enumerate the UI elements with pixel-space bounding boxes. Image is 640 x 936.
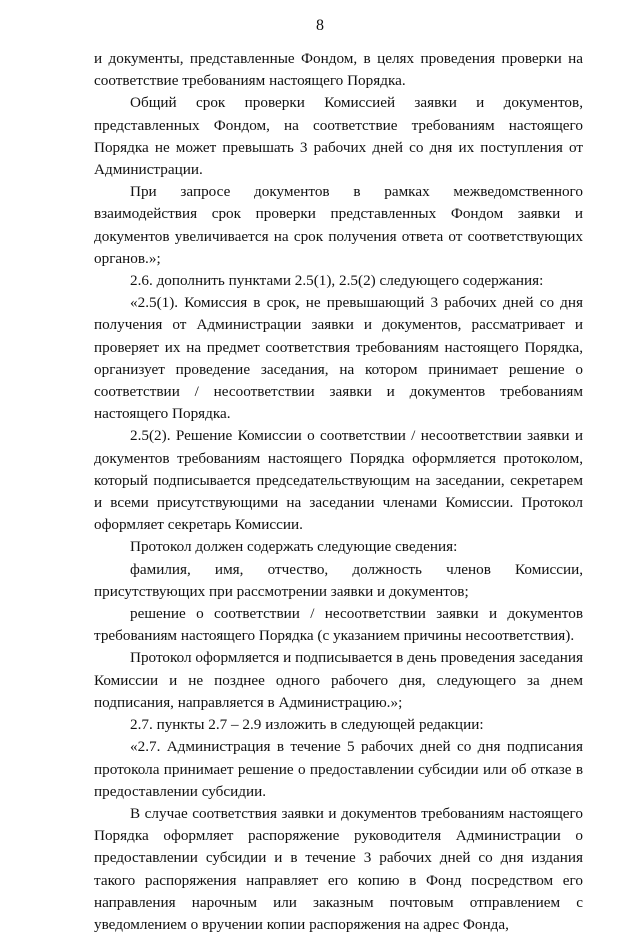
page-number: 8 xyxy=(316,17,324,34)
paragraph: и документы, представленные Фондом, в целях проведения проверки на соответствие требованиям настоящего Порядка. xyxy=(94,50,583,90)
paragraph: При запросе документов в рамках межведомственного взаимодействия срок проверки представленных Фондом заявки и документов увеличивается на срок получения ответа от соответствующих органов.»; xyxy=(94,183,583,267)
paragraph: В случае соответствия заявки и документов требованиям настоящего Порядка оформляет распоряжение руководителя Администрации о предоставлении субсидии и в течение 3 рабочих дней со дня издания такого распоряжения направляет его копию в Фонд посредством его направления нарочным или заказным почтовым отправлением с уведомлением о вручении копии распоряжения на адрес Фонда, xyxy=(94,804,583,933)
paragraph: фамилия, имя, отчество, должность членов Комиссии, присутствующих при рассмотрении заявки и документов; xyxy=(94,560,583,600)
paragraph: решение о соответствии / несоответствии заявки и документов требованиям настоящего Порядка (с указанием причины несоответствия). xyxy=(94,605,583,645)
document-body xyxy=(94,48,583,936)
paragraph: Протокол должен содержать следующие сведения: xyxy=(130,538,458,556)
paragraph: «2.5(1). Комиссия в срок, не превышающий 3 рабочих дней со дня получения от Администрации заявки и документов, рассматривает и проверяет их на предмет соответствия требованиям настоящего Порядка, организует проведение заседания, на котором принимает решение о соответствии / несоответствии заявки и документов требованиям настоящего Порядка. xyxy=(94,294,583,423)
paragraph: 2.5(2). Решение Комиссии о соответствии / несоответствии заявки и документов требованиям настоящего Порядка оформляется протоколом, который подписывается председательствующим на заседании, секретарем и всеми присутствующими на заседании членами Комиссии. Протокол оформляет секретарь Комиссии. xyxy=(94,427,583,534)
paragraph: «2.7. Администрация в течение 5 рабочих дней со дня подписания протокола принимает решение о предоставлении субсидии или об отказе в предоставлении субсидии. xyxy=(94,738,583,800)
paragraph: Общий срок проверки Комиссией заявки и документов, представленных Фондом, на соответствие требованиям настоящего Порядка не может превышать 3 рабочих дней со дня их поступления от Администрации. xyxy=(94,94,583,179)
paragraph: Протокол оформляется и подписывается в день проведения заседания Комиссии и не позднее одного рабочего дня, следующего за днем подписания, направляется в Администрацию.»; xyxy=(94,649,583,711)
paragraph: 2.6. дополнить пунктами 2.5(1), 2.5(2) следующего содержания: xyxy=(130,272,544,290)
paragraph: 2.7. пункты 2.7 – 2.9 изложить в следующей редакции: xyxy=(130,716,484,734)
